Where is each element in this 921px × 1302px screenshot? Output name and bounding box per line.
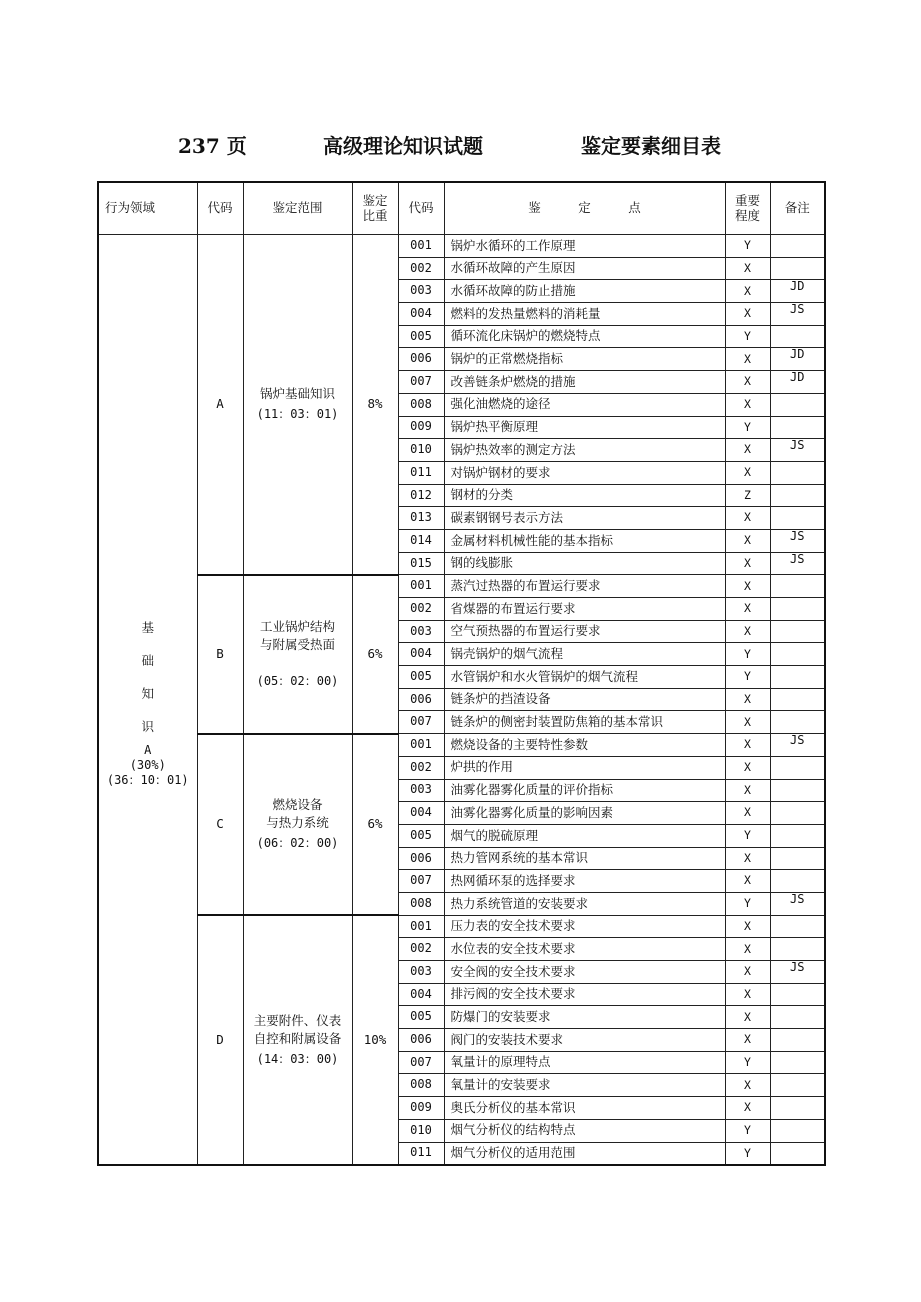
area-count: (36：10：01) <box>106 773 189 788</box>
section-scope <box>243 734 352 916</box>
note <box>770 1029 825 1052</box>
importance: Y <box>725 892 770 915</box>
appraisal-point: 水位表的安全技术要求 <box>444 938 725 961</box>
point-code: 001 <box>398 235 444 258</box>
header-point-code: 代码 <box>398 182 444 235</box>
appraisal-point: 锅炉的正常燃烧指标 <box>444 348 725 371</box>
appraisal-point: 烟气分析仪的结构特点 <box>444 1119 725 1142</box>
note: JS <box>770 961 825 984</box>
point-code: 006 <box>398 1029 444 1052</box>
note: JS <box>770 552 825 575</box>
section-count: (05：02：00) <box>256 674 339 689</box>
importance: X <box>725 802 770 825</box>
note <box>770 1006 825 1029</box>
section-name: 锅炉基础知识 <box>259 386 335 402</box>
point-code: 006 <box>398 348 444 371</box>
importance: X <box>725 280 770 303</box>
exam-subject: 高级理论知识试题 <box>323 134 483 158</box>
note <box>770 666 825 689</box>
section-name-line2: 自控和附属设备 <box>253 1031 342 1047</box>
section-code: D <box>197 915 243 1165</box>
appraisal-point: 水循环故障的防止措施 <box>444 280 725 303</box>
point-code: 009 <box>398 1097 444 1120</box>
area-char: 础 <box>141 653 154 669</box>
header-weight-line2: 比重 <box>362 207 388 223</box>
appraisal-point: 热力系统管道的安装要求 <box>444 892 725 915</box>
note <box>770 711 825 734</box>
note <box>770 938 825 961</box>
importance: X <box>725 348 770 371</box>
section-count: (14：03：00) <box>256 1052 339 1067</box>
appraisal-point: 水循环故障的产生原因 <box>444 257 725 280</box>
importance: Y <box>725 416 770 439</box>
importance: X <box>725 461 770 484</box>
point-code: 010 <box>398 439 444 462</box>
point-code: 005 <box>398 1006 444 1029</box>
header-note: 备注 <box>770 182 825 235</box>
point-code: 003 <box>398 280 444 303</box>
point-code: 001 <box>398 575 444 598</box>
importance: X <box>725 1029 770 1052</box>
note: JS <box>770 303 825 326</box>
section-weight: 6% <box>352 734 398 916</box>
point-code: 002 <box>398 756 444 779</box>
point-code: 008 <box>398 1074 444 1097</box>
importance: Y <box>725 1142 770 1165</box>
point-code: 005 <box>398 824 444 847</box>
section-weight: 8% <box>352 235 398 575</box>
note <box>770 802 825 825</box>
point-code: 002 <box>398 598 444 621</box>
note <box>770 1051 825 1074</box>
section-count: (11：03：01) <box>256 407 339 422</box>
table-row <box>98 235 825 258</box>
appraisal-point: 锅炉热效率的测定方法 <box>444 439 725 462</box>
appraisal-point: 油雾化器雾化质量的影响因素 <box>444 802 725 825</box>
header-weight-line1: 鉴定 <box>362 193 388 209</box>
point-code: 007 <box>398 711 444 734</box>
section-code: B <box>197 575 243 734</box>
point-code: 004 <box>398 983 444 1006</box>
importance: X <box>725 1097 770 1120</box>
importance: X <box>725 575 770 598</box>
note <box>770 779 825 802</box>
point-code: 001 <box>398 915 444 938</box>
appraisal-point: 钢的线膨胀 <box>444 552 725 575</box>
appraisal-point: 燃料的发热量燃料的消耗量 <box>444 303 725 326</box>
area-code: A <box>144 743 152 758</box>
point-code: 011 <box>398 461 444 484</box>
importance: Y <box>725 325 770 348</box>
importance: X <box>725 734 770 757</box>
point-code: 003 <box>398 961 444 984</box>
appraisal-point: 水管锅炉和水火管锅炉的烟气流程 <box>444 666 725 689</box>
section-name: 工业锅炉结构 <box>259 619 335 635</box>
importance: X <box>725 870 770 893</box>
point-code: 009 <box>398 416 444 439</box>
note <box>770 1074 825 1097</box>
importance: Y <box>725 1119 770 1142</box>
point-code: 011 <box>398 1142 444 1165</box>
header-area: 行为领域 <box>98 182 197 235</box>
note <box>770 824 825 847</box>
importance: Y <box>725 1051 770 1074</box>
note <box>770 461 825 484</box>
appraisal-point: 链条炉的侧密封装置防焦箱的基本常识 <box>444 711 725 734</box>
point-code: 003 <box>398 620 444 643</box>
appraisal-point: 安全阀的安全技术要求 <box>444 961 725 984</box>
note <box>770 756 825 779</box>
importance: X <box>725 938 770 961</box>
section-scope <box>243 235 352 575</box>
importance: X <box>725 507 770 530</box>
appraisal-point: 对锅炉钢材的要求 <box>444 461 725 484</box>
point-code: 012 <box>398 484 444 507</box>
point-code: 004 <box>398 303 444 326</box>
appraisal-point: 碳素钢钢号表示方法 <box>444 507 725 530</box>
point-code: 014 <box>398 529 444 552</box>
note <box>770 643 825 666</box>
note <box>770 325 825 348</box>
appraisal-point: 压力表的安全技术要求 <box>444 915 725 938</box>
point-code: 003 <box>398 779 444 802</box>
point-code: 007 <box>398 371 444 394</box>
appraisal-point: 热力管网系统的基本常识 <box>444 847 725 870</box>
point-code: 015 <box>398 552 444 575</box>
area-char: 知 <box>141 686 154 702</box>
point-code: 005 <box>398 666 444 689</box>
appraisal-point: 金属材料机械性能的基本指标 <box>444 529 725 552</box>
appraisal-point: 烟气分析仪的适用范围 <box>444 1142 725 1165</box>
appraisal-point: 油雾化器雾化质量的评价指标 <box>444 779 725 802</box>
importance: X <box>725 598 770 621</box>
appraisal-point: 热网循环泵的选择要求 <box>444 870 725 893</box>
note <box>770 507 825 530</box>
point-code: 006 <box>398 688 444 711</box>
header-code: 代码 <box>197 182 243 235</box>
page-number: 237 页 <box>178 134 247 158</box>
importance: X <box>725 439 770 462</box>
section-name: 主要附件、仪表 <box>253 1013 342 1029</box>
note <box>770 847 825 870</box>
importance: Y <box>725 643 770 666</box>
appraisal-point: 改善链条炉燃烧的措施 <box>444 371 725 394</box>
section-scope <box>243 915 352 1165</box>
area-cell <box>98 235 197 1166</box>
appraisal-point: 燃烧设备的主要特性参数 <box>444 734 725 757</box>
point-code: 008 <box>398 892 444 915</box>
importance: X <box>725 529 770 552</box>
appraisal-point: 氧量计的安装要求 <box>444 1074 725 1097</box>
appraisal-elements-table <box>97 181 826 1166</box>
header-importance-line2: 程度 <box>734 207 760 223</box>
importance: X <box>725 257 770 280</box>
appraisal-point: 炉拱的作用 <box>444 756 725 779</box>
table-row <box>98 915 825 938</box>
table-header-row <box>98 182 825 235</box>
section-scope <box>243 575 352 734</box>
appraisal-point: 氧量计的原理特点 <box>444 1051 725 1074</box>
importance: X <box>725 1006 770 1029</box>
table-row <box>98 575 825 598</box>
importance: X <box>725 303 770 326</box>
area-weight: (30%) <box>129 758 166 773</box>
point-code: 004 <box>398 802 444 825</box>
note <box>770 1142 825 1165</box>
importance: X <box>725 393 770 416</box>
note <box>770 1119 825 1142</box>
page-title <box>0 130 921 160</box>
table-row <box>98 734 825 757</box>
section-name-line2: 与热力系统 <box>266 815 329 831</box>
section-name: 燃烧设备 <box>272 797 323 813</box>
note: JD <box>770 280 825 303</box>
section-name-line2: 与附属受热面 <box>259 637 335 653</box>
appraisal-point: 锅炉水循环的工作原理 <box>444 235 725 258</box>
appraisal-point: 钢材的分类 <box>444 484 725 507</box>
header-scope: 鉴定范围 <box>243 182 352 235</box>
note <box>770 235 825 258</box>
importance: X <box>725 779 770 802</box>
table-name: 鉴定要素细目表 <box>581 134 721 158</box>
appraisal-point: 锅炉热平衡原理 <box>444 416 725 439</box>
section-weight: 10% <box>352 915 398 1165</box>
importance: X <box>725 756 770 779</box>
note: JS <box>770 439 825 462</box>
note <box>770 416 825 439</box>
importance: X <box>725 552 770 575</box>
note: JS <box>770 892 825 915</box>
importance: X <box>725 847 770 870</box>
importance: X <box>725 688 770 711</box>
importance: X <box>725 711 770 734</box>
note: JD <box>770 348 825 371</box>
point-code: 008 <box>398 393 444 416</box>
importance: X <box>725 983 770 1006</box>
importance: Y <box>725 235 770 258</box>
note <box>770 393 825 416</box>
note <box>770 983 825 1006</box>
section-count: (06：02：00) <box>256 836 339 851</box>
note <box>770 257 825 280</box>
point-code: 002 <box>398 938 444 961</box>
appraisal-point: 阀门的安装技术要求 <box>444 1029 725 1052</box>
point-code: 002 <box>398 257 444 280</box>
point-code: 006 <box>398 847 444 870</box>
appraisal-point: 防爆门的安装要求 <box>444 1006 725 1029</box>
appraisal-point: 强化油燃烧的途径 <box>444 393 725 416</box>
header-importance-line1: 重要 <box>734 193 760 209</box>
note <box>770 620 825 643</box>
note <box>770 575 825 598</box>
appraisal-point: 排污阀的安全技术要求 <box>444 983 725 1006</box>
appraisal-point: 奥氏分析仪的基本常识 <box>444 1097 725 1120</box>
note <box>770 870 825 893</box>
importance: Y <box>725 824 770 847</box>
appraisal-point: 省煤器的布置运行要求 <box>444 598 725 621</box>
note <box>770 598 825 621</box>
note: JS <box>770 529 825 552</box>
point-code: 010 <box>398 1119 444 1142</box>
appraisal-point: 链条炉的挡渣设备 <box>444 688 725 711</box>
point-code: 007 <box>398 1051 444 1074</box>
header-point: 鉴 定 点 <box>444 182 725 235</box>
header-weight <box>352 182 398 235</box>
note <box>770 688 825 711</box>
appraisal-point: 空气预热器的布置运行要求 <box>444 620 725 643</box>
section-weight: 6% <box>352 575 398 734</box>
section-code: C <box>197 734 243 916</box>
note: JS <box>770 734 825 757</box>
appraisal-point: 循环流化床锅炉的燃烧特点 <box>444 325 725 348</box>
importance: X <box>725 915 770 938</box>
section-code: A <box>197 235 243 575</box>
point-code: 005 <box>398 325 444 348</box>
point-code: 013 <box>398 507 444 530</box>
importance: Y <box>725 666 770 689</box>
point-code: 001 <box>398 734 444 757</box>
note <box>770 484 825 507</box>
appraisal-point: 蒸汽过热器的布置运行要求 <box>444 575 725 598</box>
importance: X <box>725 1074 770 1097</box>
appraisal-point: 烟气的脱硫原理 <box>444 824 725 847</box>
importance: Z <box>725 484 770 507</box>
note <box>770 1097 825 1120</box>
importance: X <box>725 961 770 984</box>
point-code: 007 <box>398 870 444 893</box>
importance: X <box>725 371 770 394</box>
note <box>770 915 825 938</box>
header-importance <box>725 182 770 235</box>
importance: X <box>725 620 770 643</box>
area-char: 基 <box>141 620 154 636</box>
area-char: 识 <box>141 719 154 735</box>
appraisal-point: 锅壳锅炉的烟气流程 <box>444 643 725 666</box>
area-label <box>107 611 189 788</box>
point-code: 004 <box>398 643 444 666</box>
note: JD <box>770 371 825 394</box>
